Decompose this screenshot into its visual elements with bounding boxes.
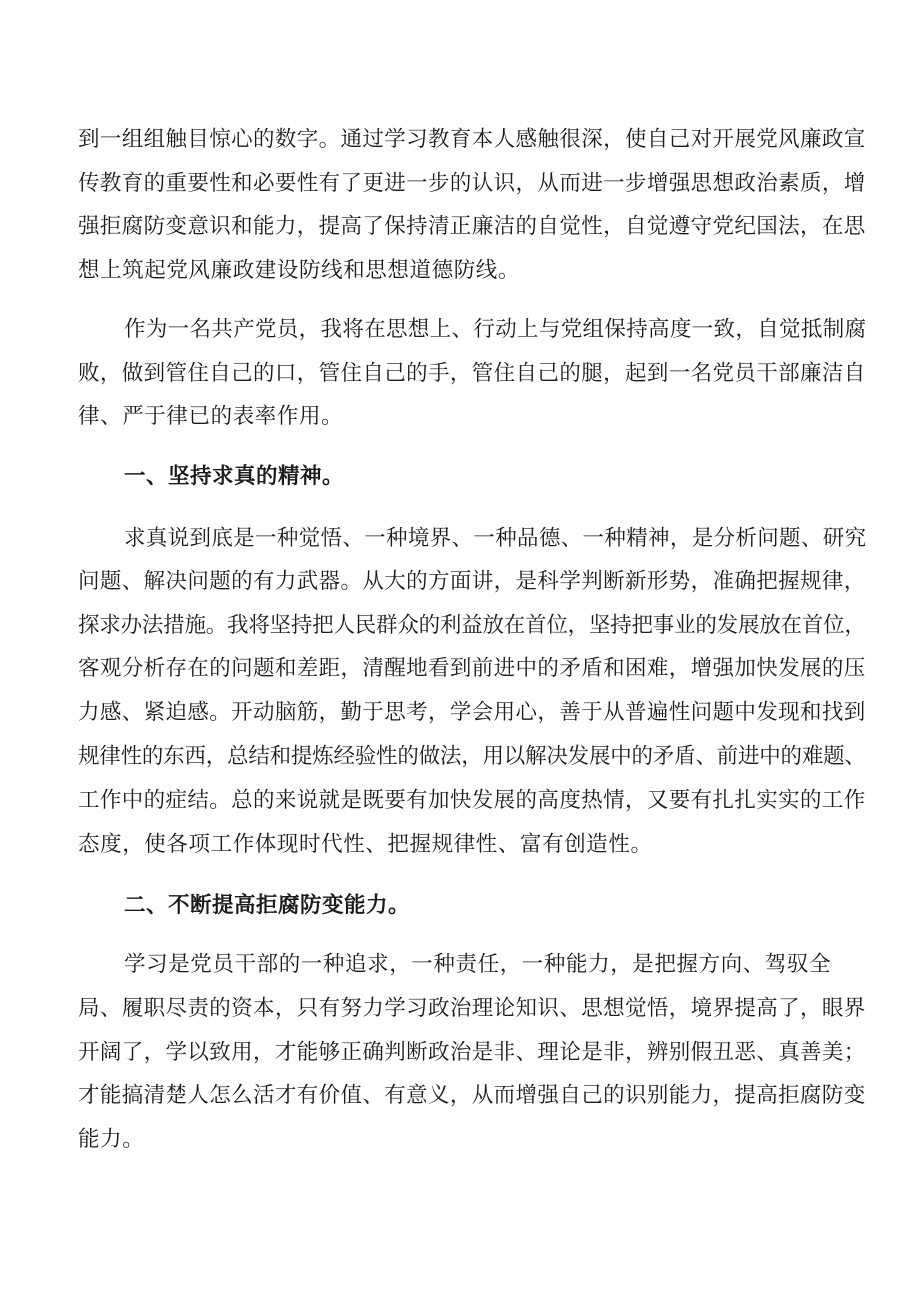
- paragraph-line: 规律性的东西，总结和提炼经验性的做法，用以解决发展中的矛盾、前进中的难题、: [78, 744, 866, 769]
- section-heading: 二、不断提高拒腐防变能力。: [124, 893, 411, 918]
- paragraph-line: 态度，使各项工作体现时代性、把握规律性、富有创造性。: [78, 832, 653, 857]
- paragraph-line: 求真说到底是一种觉悟、一种境界、一种品德、一种精神，是分析问题、研究: [124, 526, 867, 551]
- paragraph-line: 学习是党员干部的一种追求，一种责任，一种能力，是把握方向、驾驭全: [124, 952, 832, 977]
- paragraph-line: 开阔了，学以致用，才能够正确判断政治是非、理论是非，辨别假丑恶、真善美；: [78, 1040, 866, 1065]
- paragraph-line: 才能搞清楚人怎么活才有价值、有意义，从而增强自己的识别能力，提高拒腐防变: [78, 1083, 866, 1108]
- paragraph-line: 工作中的症结。总的来说就是既要有加快发展的高度热情，又要有扎扎实实的工作: [78, 788, 866, 813]
- paragraph-line: 探求办法措施。我将坚持把人民群众的利益放在首位，坚持把事业的发展放在首位，: [78, 613, 866, 638]
- paragraph-line: 败，做到管住自己的口，管住自己的手，管住自己的腿，起到一名党员干部廉洁自: [78, 361, 866, 386]
- paragraph-line: 到一组组触目惊心的数字。通过学习教育本人感触很深，使自己对开展党风廉政宣: [78, 127, 866, 152]
- paragraph-line: 能力。: [78, 1127, 145, 1152]
- paragraph-line: 强拒腐防变意识和能力，提高了保持清正廉洁的自觉性，自觉遵守党纪国法，在思: [78, 214, 866, 239]
- paragraph-line: 力感、紧迫感。开动脑筋，勤于思考，学会用心，善于从普遍性问题中发现和找到: [78, 700, 866, 725]
- paragraph-line: 传教育的重要性和必要性有了更进一步的认识，从而进一步增强思想政治素质，增: [78, 171, 866, 196]
- section-heading: 一、坚持求真的精神。: [124, 464, 345, 489]
- paragraph-line: 问题、解决问题的有力武器。从大的方面讲，是科学判断新形势，准确把握规律，: [78, 569, 866, 594]
- paragraph-line: 作为一名共产党员，我将在思想上、行动上与党组保持高度一致，自觉抵制腐: [124, 317, 867, 342]
- paragraph-line: 局、履职尽责的资本，只有努力学习政治理论知识、思想觉悟，境界提高了，眼界: [78, 996, 866, 1021]
- paragraph-line: 客观分析存在的问题和差距，清醒地看到前进中的矛盾和困难，增强加快发展的压: [78, 656, 866, 681]
- paragraph-line: 想上筑起党风廉政建设防线和思想道德防线。: [78, 258, 521, 283]
- paragraph-line: 律、严于律已的表率作用。: [78, 404, 344, 429]
